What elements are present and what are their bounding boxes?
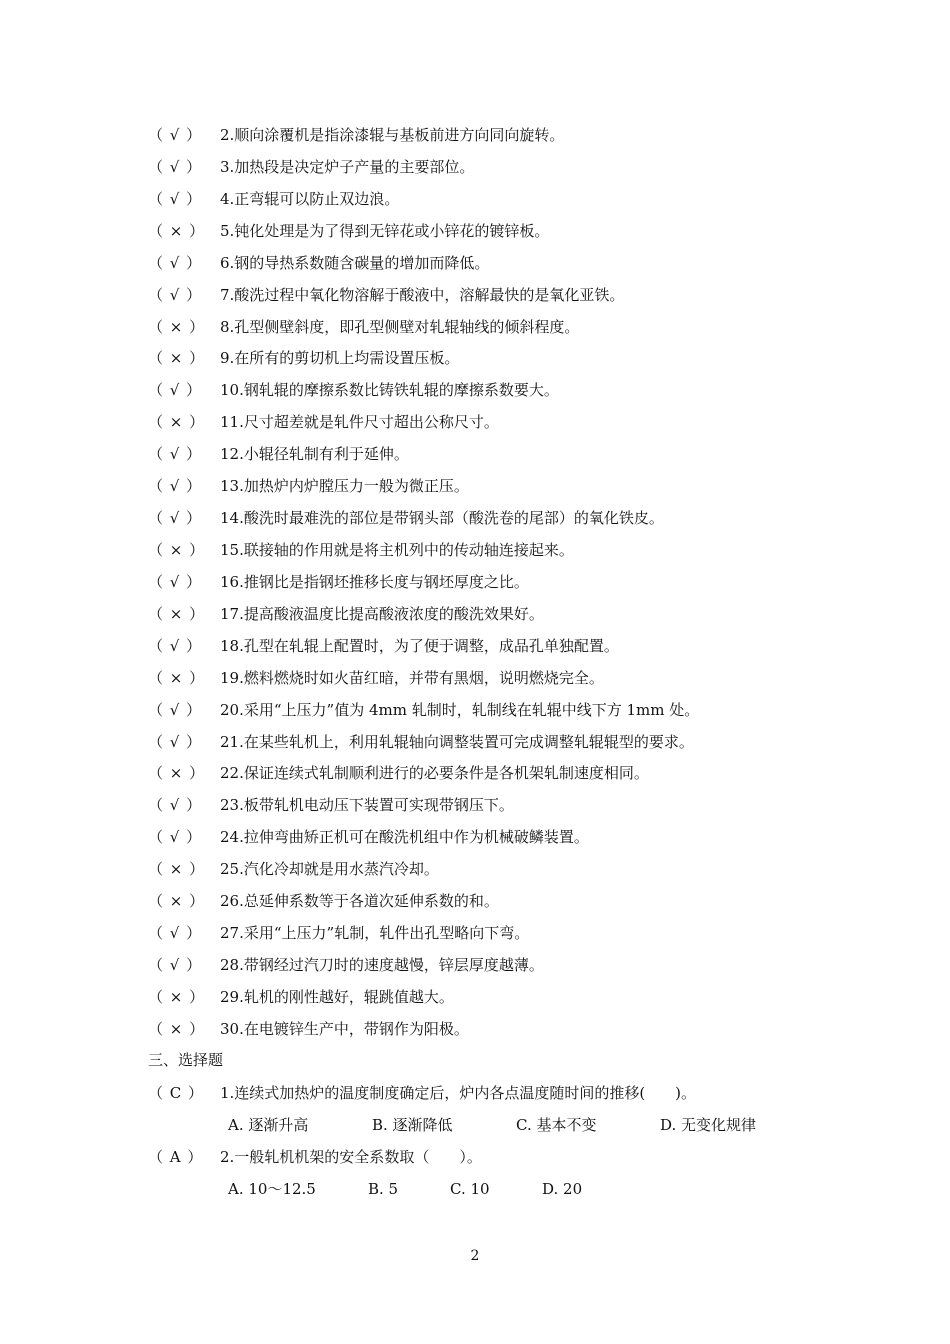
tf-item bbox=[148, 886, 848, 918]
tf-item bbox=[148, 407, 848, 439]
answer-mark: （ × ） bbox=[148, 987, 206, 1006]
answer-mark: （ × ） bbox=[148, 540, 206, 559]
statement-text: 19.燃料燃烧时如火苗红暗，并带有黑烟，说明燃烧完全。 bbox=[220, 668, 604, 687]
answer-mark: （ √ ） bbox=[148, 253, 203, 272]
mc-options bbox=[148, 1109, 848, 1141]
statement-text: 2.顺向涂覆机是指涂漆辊与基板前进方向同向旋转。 bbox=[220, 126, 565, 144]
tf-item bbox=[148, 343, 848, 375]
answer-mark: （ √ ） bbox=[148, 955, 203, 974]
statement-text: 28.带钢经过汽刀时的速度越慢，锌层厚度越薄。 bbox=[220, 955, 544, 974]
statement-text: 23.板带轧机电动压下装置可实现带钢压下。 bbox=[220, 796, 514, 815]
answer-mark: （ √ ） bbox=[148, 189, 203, 208]
statement-text: 18.孔型在轧辊上配置时，为了便于调整，成品孔单独配置。 bbox=[220, 636, 619, 655]
option-b: B. 5 bbox=[368, 1180, 399, 1198]
tf-item bbox=[148, 663, 848, 695]
tf-item bbox=[148, 152, 848, 184]
question-text: 1.连续式加热炉的温度制度确定后，炉内各点温度随时间的推移( )。 bbox=[220, 1084, 697, 1102]
section-title: 三、选择题 bbox=[148, 1051, 224, 1069]
answer-mark: （ √ ） bbox=[148, 796, 203, 815]
tf-item bbox=[148, 439, 848, 471]
mc-question bbox=[148, 1141, 848, 1173]
statement-text: 22.保证连续式轧制顺利进行的必要条件是各机架轧制速度相同。 bbox=[220, 764, 649, 783]
answer-mark: （ × ） bbox=[148, 317, 206, 336]
statement-text: 29.轧机的刚性越好，辊跳值越大。 bbox=[220, 987, 454, 1006]
statement-text: 25.汽化冷却就是用水蒸汽冷却。 bbox=[220, 860, 439, 879]
answer-mark: （ √ ） bbox=[148, 477, 203, 496]
answer-mark: （ × ） bbox=[148, 221, 206, 240]
statement-text: 12.小辊径轧制有利于延伸。 bbox=[220, 445, 409, 464]
statement-text: 10.钢轧辊的摩擦系数比铸铁轧辊的摩擦系数要大。 bbox=[220, 381, 559, 400]
tf-item bbox=[148, 631, 848, 663]
tf-item bbox=[148, 312, 848, 344]
statement-text: 6.钢的导热系数随含碳量的增加而降低。 bbox=[220, 253, 490, 272]
statement-text: 30.在电镀锌生产中，带钢作为阳极。 bbox=[220, 1019, 469, 1038]
answer-mark: （ √ ） bbox=[148, 572, 203, 591]
statement-text: 27.采用“上压力”轧制，轧件出孔型略向下弯。 bbox=[220, 924, 530, 943]
answer-mark: （ × ） bbox=[148, 860, 206, 879]
statement-text: 5.钝化处理是为了得到无锌花或小锌花的镀锌板。 bbox=[220, 221, 550, 240]
option-c: C. 基本不变 bbox=[516, 1116, 597, 1134]
statement-text: 3.加热段是决定炉子产量的主要部位。 bbox=[220, 157, 475, 176]
tf-item bbox=[148, 822, 848, 854]
true-false-list bbox=[148, 120, 848, 1046]
tf-item bbox=[148, 918, 848, 950]
tf-item bbox=[148, 184, 848, 216]
statement-text: 21.在某些轧机上，利用轧辊轴向调整装置可完成调整轧辊辊型的要求。 bbox=[220, 732, 694, 751]
statement-text: 4.正弯辊可以防止双边浪。 bbox=[220, 189, 400, 208]
statement-text: 24.拉伸弯曲矫正机可在酸洗机组中作为机械破鳞装置。 bbox=[220, 828, 589, 847]
statement-text: 17.提高酸液温度比提高酸液浓度的酸洗效果好。 bbox=[220, 604, 544, 623]
answer-mark: （ √ ） bbox=[148, 381, 203, 400]
answer-mark: （ × ） bbox=[148, 764, 206, 783]
answer-mark: （ √ ） bbox=[148, 924, 203, 943]
statement-text: 11.尺寸超差就是轧件尺寸超出公称尺寸。 bbox=[220, 413, 499, 432]
option-a: A. 10～12.5 bbox=[228, 1180, 316, 1198]
answer-mark: （ × ） bbox=[148, 892, 206, 911]
mc-options bbox=[148, 1173, 848, 1205]
tf-item bbox=[148, 758, 848, 790]
answer-mark: （ × ） bbox=[148, 413, 206, 432]
answer-mark: （ × ） bbox=[148, 604, 206, 623]
statement-text: 14.酸洗时最难洗的部位是带钢头部（酸洗卷的尾部）的氧化铁皮。 bbox=[220, 509, 664, 528]
statement-text: 26.总延伸系数等于各道次延伸系数的和。 bbox=[220, 892, 499, 911]
statement-text: 9.在所有的剪切机上均需设置压板。 bbox=[220, 349, 460, 368]
tf-item bbox=[148, 567, 848, 599]
tf-item bbox=[148, 120, 848, 152]
option-d: D. 20 bbox=[542, 1180, 583, 1198]
option-c: C. 10 bbox=[450, 1180, 490, 1198]
tf-item bbox=[148, 982, 848, 1014]
answer-mark: （ √ ） bbox=[148, 509, 203, 528]
tf-item bbox=[148, 375, 848, 407]
answer-mark: （ √ ） bbox=[148, 445, 203, 464]
tf-item bbox=[148, 790, 848, 822]
tf-item bbox=[148, 216, 848, 248]
answer-mark: （ √ ） bbox=[148, 732, 203, 751]
tf-item bbox=[148, 471, 848, 503]
tf-item bbox=[148, 1014, 848, 1046]
answer-mark: （ × ） bbox=[148, 349, 206, 368]
mc-question bbox=[148, 1077, 848, 1109]
tf-item bbox=[148, 695, 848, 727]
answer-mark: （ √ ） bbox=[148, 636, 203, 655]
statement-text: 16.推钢比是指钢坯推移长度与钢坯厚度之比。 bbox=[220, 572, 529, 591]
page-number: 2 bbox=[470, 1248, 480, 1264]
tf-item bbox=[148, 727, 848, 759]
answer-mark: （ √ ） bbox=[148, 126, 203, 144]
multiple-choice-list bbox=[148, 1077, 848, 1205]
answer-mark: （ × ） bbox=[148, 668, 206, 687]
answer-mark: （ √ ） bbox=[148, 285, 203, 304]
answer-mark: （ √ ） bbox=[148, 157, 203, 176]
tf-item bbox=[148, 503, 848, 535]
statement-text: 8.孔型侧壁斜度，即孔型侧壁对轧辊轴线的倾斜程度。 bbox=[220, 317, 580, 336]
tf-item bbox=[148, 280, 848, 312]
answer-mark: （ √ ） bbox=[148, 828, 203, 847]
answer-mark: （ C ） bbox=[148, 1084, 205, 1102]
statement-text: 13.加热炉内炉膛压力一般为微正压。 bbox=[220, 477, 469, 496]
tf-item bbox=[148, 248, 848, 280]
answer-mark: （ × ） bbox=[148, 1019, 206, 1038]
answer-mark: （ A ） bbox=[148, 1148, 204, 1166]
option-d: D. 无变化规律 bbox=[660, 1116, 757, 1134]
statement-text: 7.酸洗过程中氧化物溶解于酸液中，溶解最快的是氧化亚铁。 bbox=[220, 285, 625, 304]
tf-item bbox=[148, 535, 848, 567]
tf-item bbox=[148, 599, 848, 631]
statement-text: 15.联接轴的作用就是将主机列中的传动轴连接起来。 bbox=[220, 540, 574, 559]
option-b: B. 逐渐降低 bbox=[372, 1116, 453, 1134]
tf-item bbox=[148, 854, 848, 886]
tf-item bbox=[148, 950, 848, 982]
question-text: 2.一般轧机机架的安全系数取（ ）。 bbox=[220, 1148, 482, 1166]
option-a: A. 逐渐升高 bbox=[228, 1116, 309, 1134]
statement-text: 20.采用“上压力”值为 4mm 轧制时，轧制线在轧辊中线下方 1mm 处。 bbox=[220, 700, 700, 719]
answer-mark: （ √ ） bbox=[148, 700, 203, 719]
